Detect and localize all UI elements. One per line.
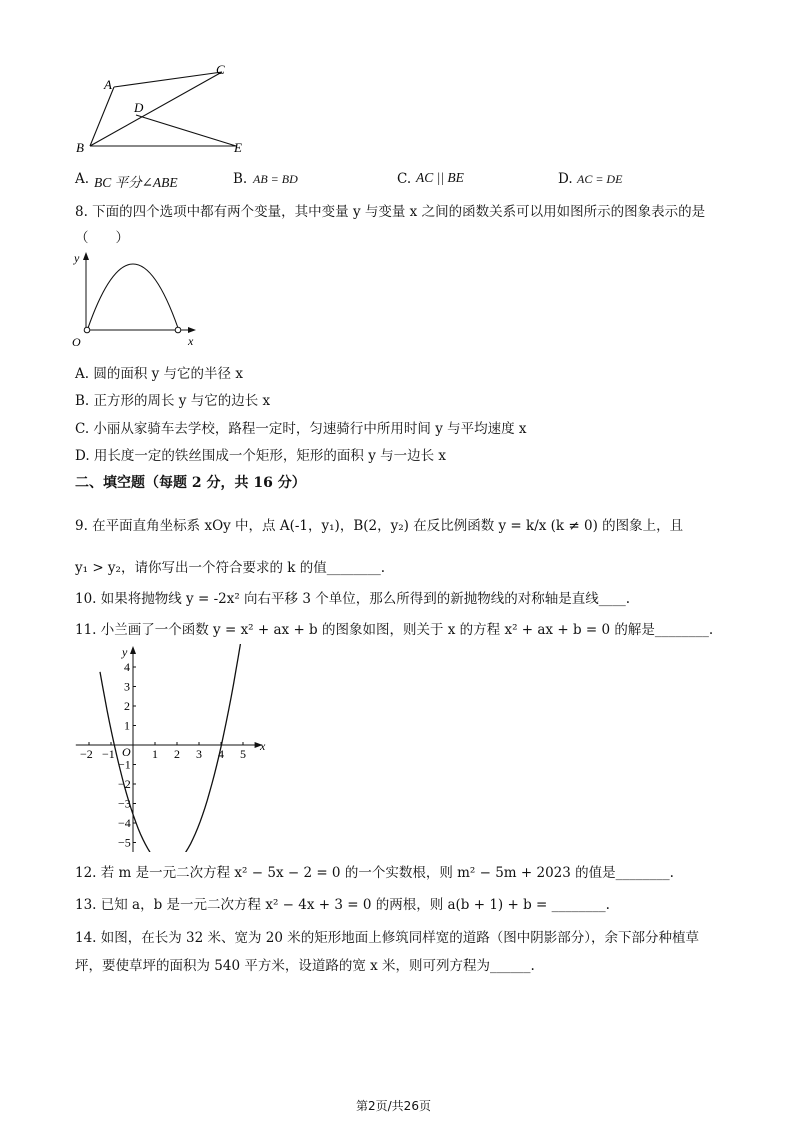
q11-x-tick-label: −1: [102, 747, 115, 761]
q8-x-label: x: [188, 334, 194, 348]
q11-x-tick-label: 4: [218, 747, 224, 761]
q8-open-point-left: [84, 327, 90, 333]
q11-y-tick-label: −1: [118, 757, 131, 772]
q7-option-b: B.: [233, 171, 248, 187]
q14-line2: 坪，要使草坪的面积为 540 平方米，设道路的宽 x 米，则可列方程为______.: [75, 958, 535, 974]
q9-line1: 9. 在平面直角坐标系 xOy 中，点 A(-1，y₁)，B(2，y₂) 在反比例函数 y = k/x (k ≠ 0) 的图象上，且: [75, 518, 684, 534]
q13-text: 13. 已知 a，b 是一元二次方程 x² − 4x + 3 = 0 的两根，则 a(b + 1) + b = ________.: [75, 897, 610, 913]
q8-option-a: A. 圆的面积 y 与它的半径 x: [75, 366, 243, 382]
q11-y-arrow: [130, 646, 136, 654]
q11-x-tick-label: −2: [80, 747, 93, 761]
q8-option-c: C. 小丽从家骑车去学校，路程一定时，匀速骑行中所用时间 y 与平均速度 x: [75, 421, 527, 437]
q9-line2: y₁ > y₂，请你写出一个符合要求的 k 的值________.: [75, 560, 386, 576]
q11-y-tick-label: −3: [118, 796, 131, 811]
q7-option-d: D.: [558, 171, 573, 187]
q11-y-axis-label: y: [122, 645, 128, 659]
q7-option-d-text: AC = DE: [577, 172, 623, 186]
point-label-a: A: [104, 77, 112, 92]
point-label-e: E: [234, 140, 242, 155]
q11-y-tick-label: −5: [118, 835, 131, 850]
q7-option-a: A.: [75, 171, 90, 187]
q11-y-tick-label: 4: [124, 660, 130, 674]
q11-origin-label: O: [122, 745, 131, 759]
q7-option-c: C.: [397, 171, 412, 187]
page-number: 第2页/共26页: [356, 1099, 431, 1113]
point-label-b: B: [76, 140, 84, 155]
q8-option-d: D. 用长度一定的铁丝围成一个矩形，矩形的面积 y 与一边长 x: [75, 448, 447, 464]
q11-y-tick-label: 1: [124, 718, 130, 733]
q14-line1: 14. 如图，在长为 32 米、宽为 20 米的矩形地面上修筑同样宽的道路（图中阴影部分），余下部分种植草: [75, 930, 700, 946]
geometry-figure-q7: [70, 58, 260, 158]
q8-y-label: y: [74, 251, 80, 265]
q8-option-b: B. 正方形的周长 y 与它的边长 x: [75, 393, 271, 409]
q8-graph: [68, 250, 208, 350]
q7-option-b-text: AB = BD: [253, 172, 298, 186]
q8-open-point-right: [175, 327, 181, 333]
q11-y-tick-label: −4: [118, 816, 131, 830]
q11-text: 11. 小兰画了一个函数 y = x² + ax + b 的图象如图，则关于 x 的方程 x² + ax + b = 0 的解是________.: [75, 622, 714, 638]
q11-x-tick-label: 5: [240, 747, 246, 761]
q10-text: 10. 如果将抛物线 y = -2x² 向右平移 3 个单位，那么所得到的新抛物线的对称轴是直线____.: [75, 591, 631, 607]
point-label-d: D: [134, 100, 144, 115]
q11-parabola-chart: [70, 644, 280, 852]
section-title: 二、填空题（每题 2 分，共 16 分）: [75, 475, 306, 491]
q12-text: 12. 若 m 是一元二次方程 x² − 5x − 2 = 0 的一个实数根，则 m² − 5m + 2023 的值是________.: [75, 865, 674, 881]
q8-origin-label: O: [72, 335, 81, 349]
q11-x-tick-label: 3: [196, 747, 202, 761]
q8-paren: （ ）: [75, 230, 129, 246]
q11-y-tick-label: 2: [124, 699, 130, 713]
q11-y-tick-label: −2: [118, 777, 131, 791]
q11-x-axis-label: x: [260, 739, 266, 753]
q11-y-tick-label: 3: [124, 679, 130, 694]
point-label-c: C: [216, 62, 225, 77]
q8-stem: 8. 下面的四个选项中都有两个变量，其中变量 y 与变量 x 之间的函数关系可以用如图所示的图象表示的是: [75, 204, 706, 220]
q7-option-c-text: AC || BE: [416, 170, 464, 185]
q7-option-a-text: BC 平分∠ABE: [94, 175, 178, 190]
q11-x-tick-label: 1: [152, 747, 158, 761]
q11-x-tick-label: 2: [174, 747, 180, 761]
